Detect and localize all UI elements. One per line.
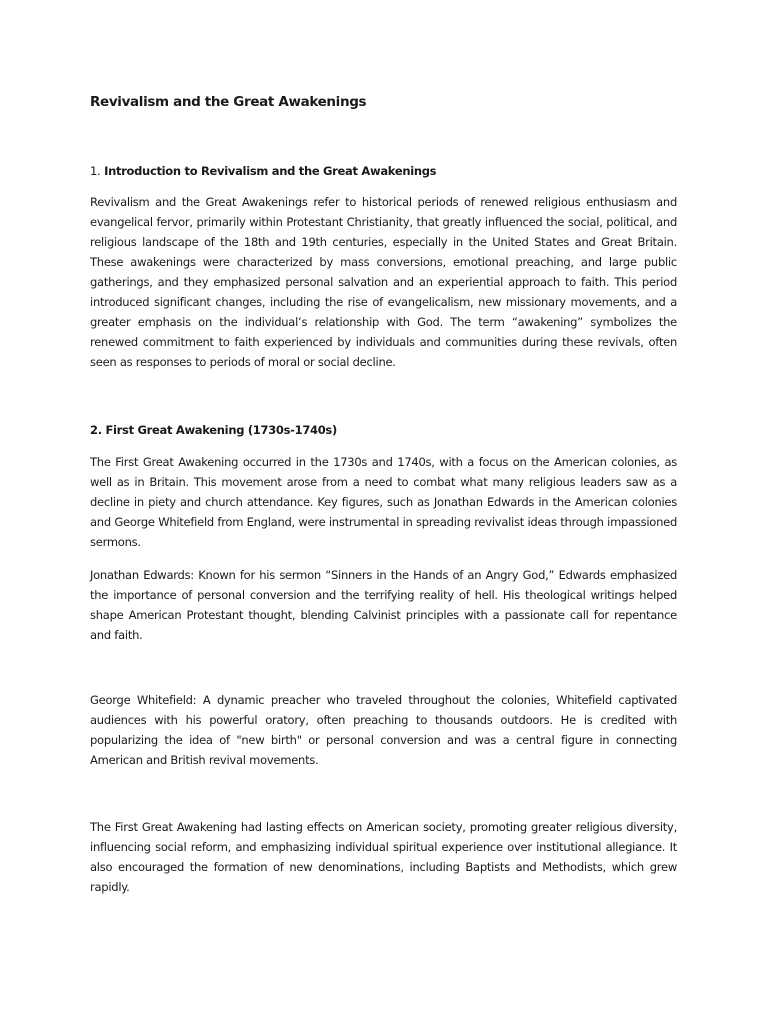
paragraph-george-whitefield: George Whitefield: A dynamic preacher who traveled throughout the colonies, Whitefield captivated audiences with his powerful oratory, often preaching to thousands outdoors. He is credited with popularizing the idea of "new birth" or personal conversion and was a central figure in connecting American and British revival movements. bbox=[90, 693, 677, 767]
paragraph-lasting-effects: The First Great Awakening had lasting effects on American society, promoting greater religious diversity, influencing social reform, and emphasizing individual spiritual experience over institutional allegiance. It also encouraged the formation of new denominations, including Baptists and Methodists, which grew rapidly. bbox=[90, 820, 677, 894]
paragraph-jonathan-edwards: Jonathan Edwards: Known for his sermon “Sinners in the Hands of an Angry God,” Edwards emphasized the importance of personal conversion and the terrifying reality of hell. His theological writings helped shape American Protestant thought, blending Calvinist principles with a passionate call for repentance and faith. bbox=[90, 568, 677, 642]
section-heading-text: Introduction to Revivalism and the Great Awakenings bbox=[104, 164, 437, 178]
paragraph-first-awakening-overview: The First Great Awakening occurred in the 1730s and 1740s, with a focus on the American colonies, as well as in Britain. This movement arose from a need to combat what many religious leaders saw as a decline in piety and church attendance. Key figures, such as Jonathan Edwards in the American colonies and George Whitefield from England, were instrumental in spreading revivalist ideas through impassioned sermons. bbox=[90, 455, 677, 549]
section-heading-introduction bbox=[90, 163, 436, 179]
document-title: Revivalism and the Great Awakenings bbox=[90, 94, 367, 110]
section-number: 1. bbox=[90, 164, 101, 178]
section-heading-first-great-awakening: 2. First Great Awakening (1730s-1740s) bbox=[90, 423, 337, 437]
paragraph-introduction: Revivalism and the Great Awakenings refer to historical periods of renewed religious enthusiasm and evangelical fervor, primarily within Protestant Christianity, that greatly influenced the social, political, and religious landscape of the 18th and 19th centuries, especially in the United States and Great Britain. These awakenings were characterized by mass conversions, emotional preaching, and large public gatherings, and they emphasized personal salvation and an experiential approach to faith. This period introduced significant changes, including the rise of evangelicalism, new missionary movements, and a greater emphasis on the individual’s relationship with God. The term “awakening” symbolizes the renewed commitment to faith experienced by individuals and communities during these revivals, often seen as responses to periods of moral or social decline. bbox=[90, 195, 677, 369]
